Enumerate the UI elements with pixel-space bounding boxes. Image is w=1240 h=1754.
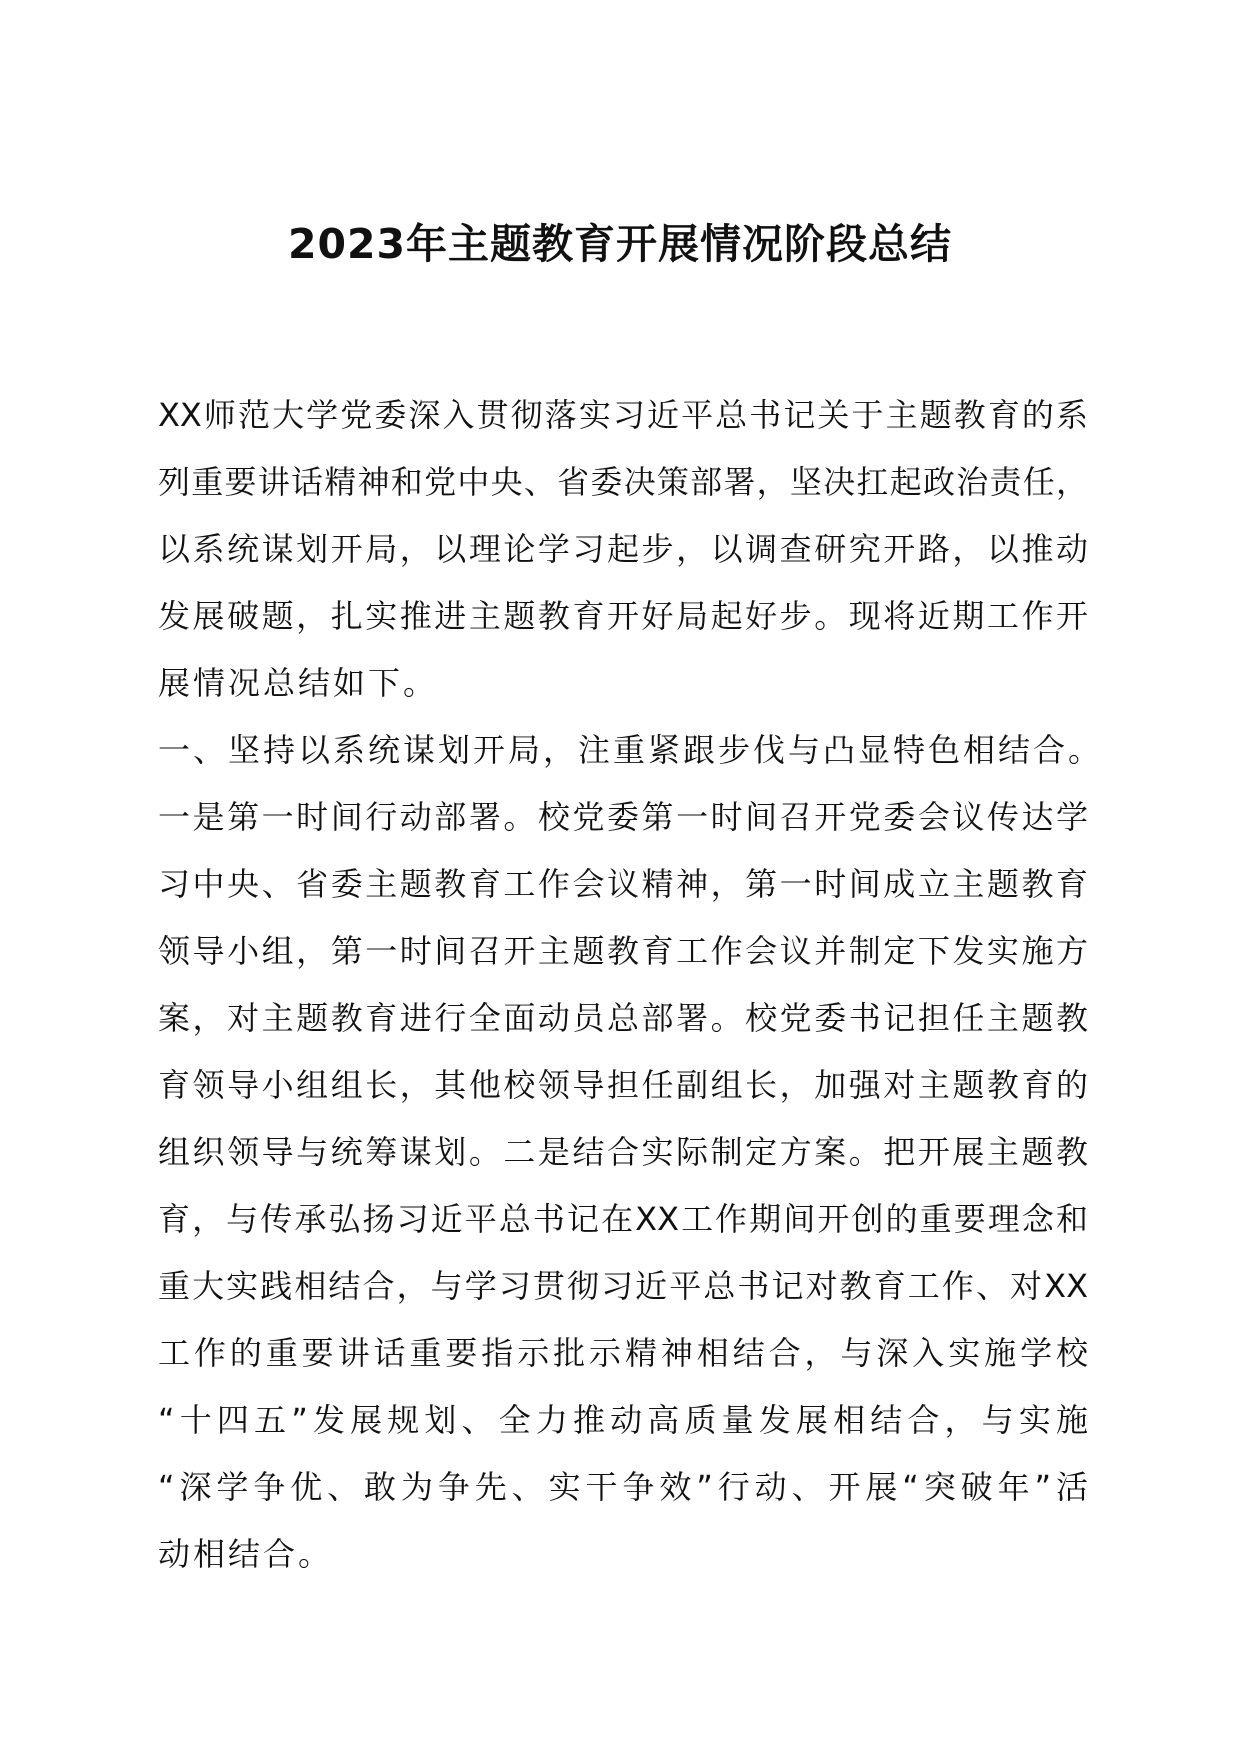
body-line: 展情况总结如下。 [158,664,439,702]
body-line: 重大实践相结合，与学习贯彻习近平总书记对教育工作、对XX [158,1267,1088,1305]
body-line: 习中央、省委主题教育工作会议精神，第一时间成立主题教育 [158,865,1088,903]
document-title: 2023年主题教育开展情况阶段总结 [287,220,953,268]
body-line: 工作的重要讲话重要指示批示精神相结合，与深入实施学校 [158,1334,1088,1372]
body-line: 组织领导与统筹谋划。二是结合实际制定方案。把开展主题教 [158,1133,1088,1171]
body-line: “深学争优、敢为争先、实干争效”行动、开展“突破年”活 [158,1468,1088,1506]
body-line: 案，对主题教育进行全面动员总部署。校党委书记担任主题教 [158,999,1088,1037]
body-line: “十四五”发展规划、全力推动高质量发展相结合，与实施 [158,1401,1088,1439]
body-line: 育领导小组组长，其他校领导担任副组长，加强对主题教育的 [158,1066,1088,1104]
section-heading: 一、坚持以系统谋划开局，注重紧跟步伐与凸显特色相结合。 [158,731,1104,769]
body-line: 以系统谋划开局，以理论学习起步，以调查研究开路，以推动 [158,530,1088,568]
document-body [158,382,1104,1588]
body-line: 领导小组，第一时间召开主题教育工作会议并制定下发实施方 [158,932,1088,970]
body-line: XX师范大学党委深入贯彻落实习近平总书记关于主题教育的系 [158,396,1088,434]
body-line: 列重要讲话精神和党中央、省委决策部署，坚决扛起政治责任， [158,463,1088,501]
body-line: 发展破题，扎实推进主题教育开好局起好步。现将近期工作开 [158,597,1088,635]
body-line: 一是第一时间行动部署。校党委第一时间召开党委会议传达学 [158,798,1088,836]
body-line: 育，与传承弘扬习近平总书记在XX工作期间开创的重要理念和 [158,1200,1088,1238]
body-line: 动相结合。 [158,1535,334,1573]
